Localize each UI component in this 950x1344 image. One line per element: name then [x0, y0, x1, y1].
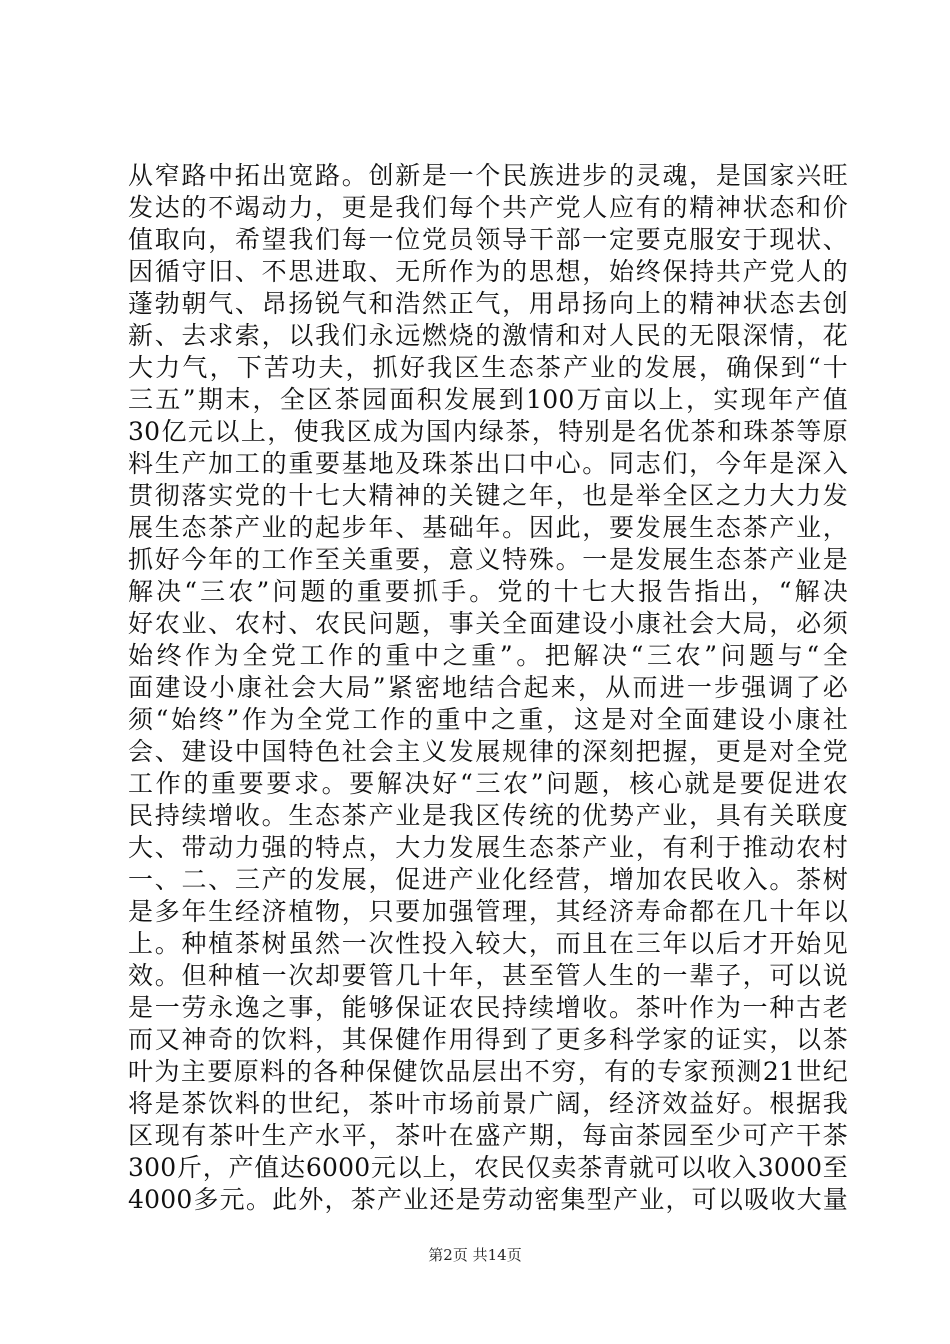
text-line: 面建设小康社会大局”紧密地结合起来，从而进一步强调了必 — [128, 673, 848, 702]
text-line: 民持续增收。生态茶产业是我区传统的优势产业，具有关联度 — [128, 801, 848, 830]
text-line: 好农业、农村、农民问题，事关全面建设小康社会大局，必须 — [128, 609, 848, 638]
text-line: 解决“三农”问题的重要抓手。党的十七大报告指出，“解决 — [128, 577, 848, 606]
text-line: 是一劳永逸之事，能够保证农民持续增收。茶叶作为一种古老 — [128, 993, 848, 1022]
text-line: 发达的不竭动力，更是我们每个共产党人应有的精神状态和价 — [128, 193, 848, 222]
text-line: 将是茶饮料的世纪，茶叶市场前景广阔，经济效益好。根据我 — [128, 1089, 848, 1118]
text-line: 工作的重要要求。要解决好“三农”问题，核心就是要促进农 — [128, 769, 848, 798]
text-line: 大力气，下苦功夫，抓好我区生态茶产业的发展，确保到“十 — [128, 353, 848, 382]
text-line: 区现有茶叶生产水平，茶叶在盛产期，每亩茶园至少可产干茶 — [128, 1121, 848, 1150]
text-line: 展生态茶产业的起步年、基础年。因此，要发展生态茶产业， — [128, 513, 848, 542]
text-line: 抓好今年的工作至关重要，意义特殊。一是发展生态茶产业是 — [128, 545, 848, 574]
text-line: 30亿元以上，使我区成为国内绿茶，特别是名优茶和珠茶等原 — [128, 417, 848, 446]
text-line: 须“始终”作为全党工作的重中之重，这是对全面建设小康社 — [128, 705, 848, 734]
text-line: 新、去求索，以我们永远燃烧的激情和对人民的无限深情，花 — [128, 321, 848, 350]
text-line: 300斤，产值达6000元以上，农民仅卖茶青就可以收入3000至 — [128, 1153, 848, 1182]
text-line: 是多年生经济植物，只要加强管理，其经济寿命都在几十年以 — [128, 897, 848, 926]
page-number-footer: 第2页 共14页 — [428, 1246, 522, 1264]
text-line: 因循守旧、不思进取、无所作为的思想，始终保持共产党人的 — [128, 257, 848, 286]
text-line: 贯彻落实党的十七大精神的关键之年，也是举全区之力大力发 — [128, 481, 848, 510]
text-line: 从窄路中拓出宽路。创新是一个民族进步的灵魂，是国家兴旺 — [128, 161, 848, 190]
text-line: 一、二、三产的发展，促进产业化经营，增加农民收入。茶树 — [128, 865, 848, 894]
text-line: 叶为主要原料的各种保健饮品层出不穷，有的专家预测21世纪 — [128, 1057, 848, 1086]
text-line: 上。种植茶树虽然一次性投入较大，而且在三年以后才开始见 — [128, 929, 848, 958]
text-line: 始终作为全党工作的重中之重”。把解决“三农”问题与“全 — [128, 641, 848, 670]
body-text — [128, 160, 848, 1216]
text-line: 料生产加工的重要基地及珠茶出口中心。同志们，今年是深入 — [128, 449, 848, 478]
text-line: 三五”期末，全区茶园面积发展到100万亩以上，实现年产值 — [128, 385, 848, 414]
text-line: 会、建设中国特色社会主义发展规律的深刻把握，更是对全党 — [128, 737, 848, 766]
text-line: 蓬勃朝气、昂扬锐气和浩然正气，用昂扬向上的精神状态去创 — [128, 289, 848, 318]
text-line: 4000多元。此外，茶产业还是劳动密集型产业，可以吸收大量 — [128, 1185, 848, 1214]
text-line: 大、带动力强的特点，大力发展生态茶产业，有利于推动农村 — [128, 833, 848, 862]
text-line: 而又神奇的饮料，其保健作用得到了更多科学家的证实，以茶 — [128, 1025, 848, 1054]
text-line: 值取向，希望我们每一位党员领导干部一定要克服安于现状、 — [128, 225, 848, 254]
text-line: 效。但种植一次却要管几十年，甚至管人生的一辈子，可以说 — [128, 961, 848, 990]
